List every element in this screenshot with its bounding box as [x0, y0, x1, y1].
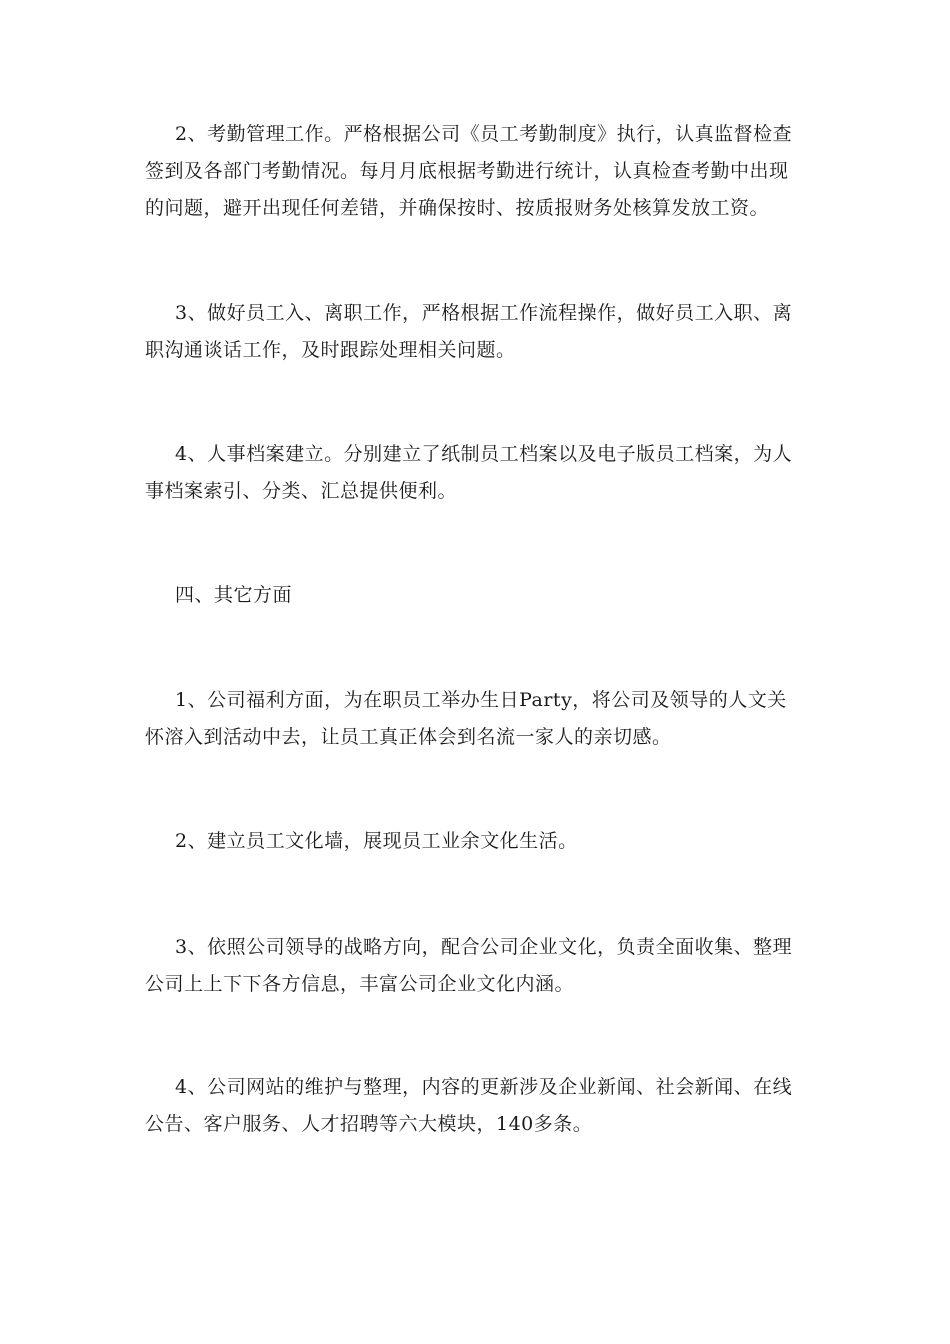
paragraph-welfare: 1、公司福利方面，为在职员工举办生日Party，将公司及领导的人文关怀溶入到活动中去，让员工真正体会到名流一家人的亲切感。: [145, 689, 787, 748]
paragraph-website: 4、公司网站的维护与整理，内容的更新涉及企业新闻、社会新闻、在线公告、客户服务、人才招聘等六大模块，140多条。: [145, 1076, 793, 1135]
paragraph-onboarding: 3、做好员工入、离职工作，严格根据工作流程操作，做好员工入职、离职沟通谈话工作，及时跟踪处理相关问题。: [145, 302, 793, 361]
paragraph-attendance: 2、考勤管理工作。严格根据公司《员工考勤制度》执行，认真监督检查签到及各部门考勤情况。每月月底根据考勤进行统计，认真检查考勤中出现的问题，避开出现任何差错，并确保按时、按质报财务处核算发放工资。: [145, 123, 793, 219]
paragraph-culture-wall: 2、建立员工文化墙，展现员工业余文化生活。: [175, 830, 578, 852]
paragraph-personnel-files: 4、人事档案建立。分别建立了纸制员工档案以及电子版员工档案，为人事档案索引、分类、汇总提供便利。: [145, 443, 793, 502]
section-heading-other: 四、其它方面: [175, 584, 293, 606]
paragraph-corporate-culture: 3、依照公司领导的战略方向，配合公司企业文化，负责全面收集、整理公司上上下下各方信息，丰富公司企业文化内涵。: [145, 936, 793, 995]
